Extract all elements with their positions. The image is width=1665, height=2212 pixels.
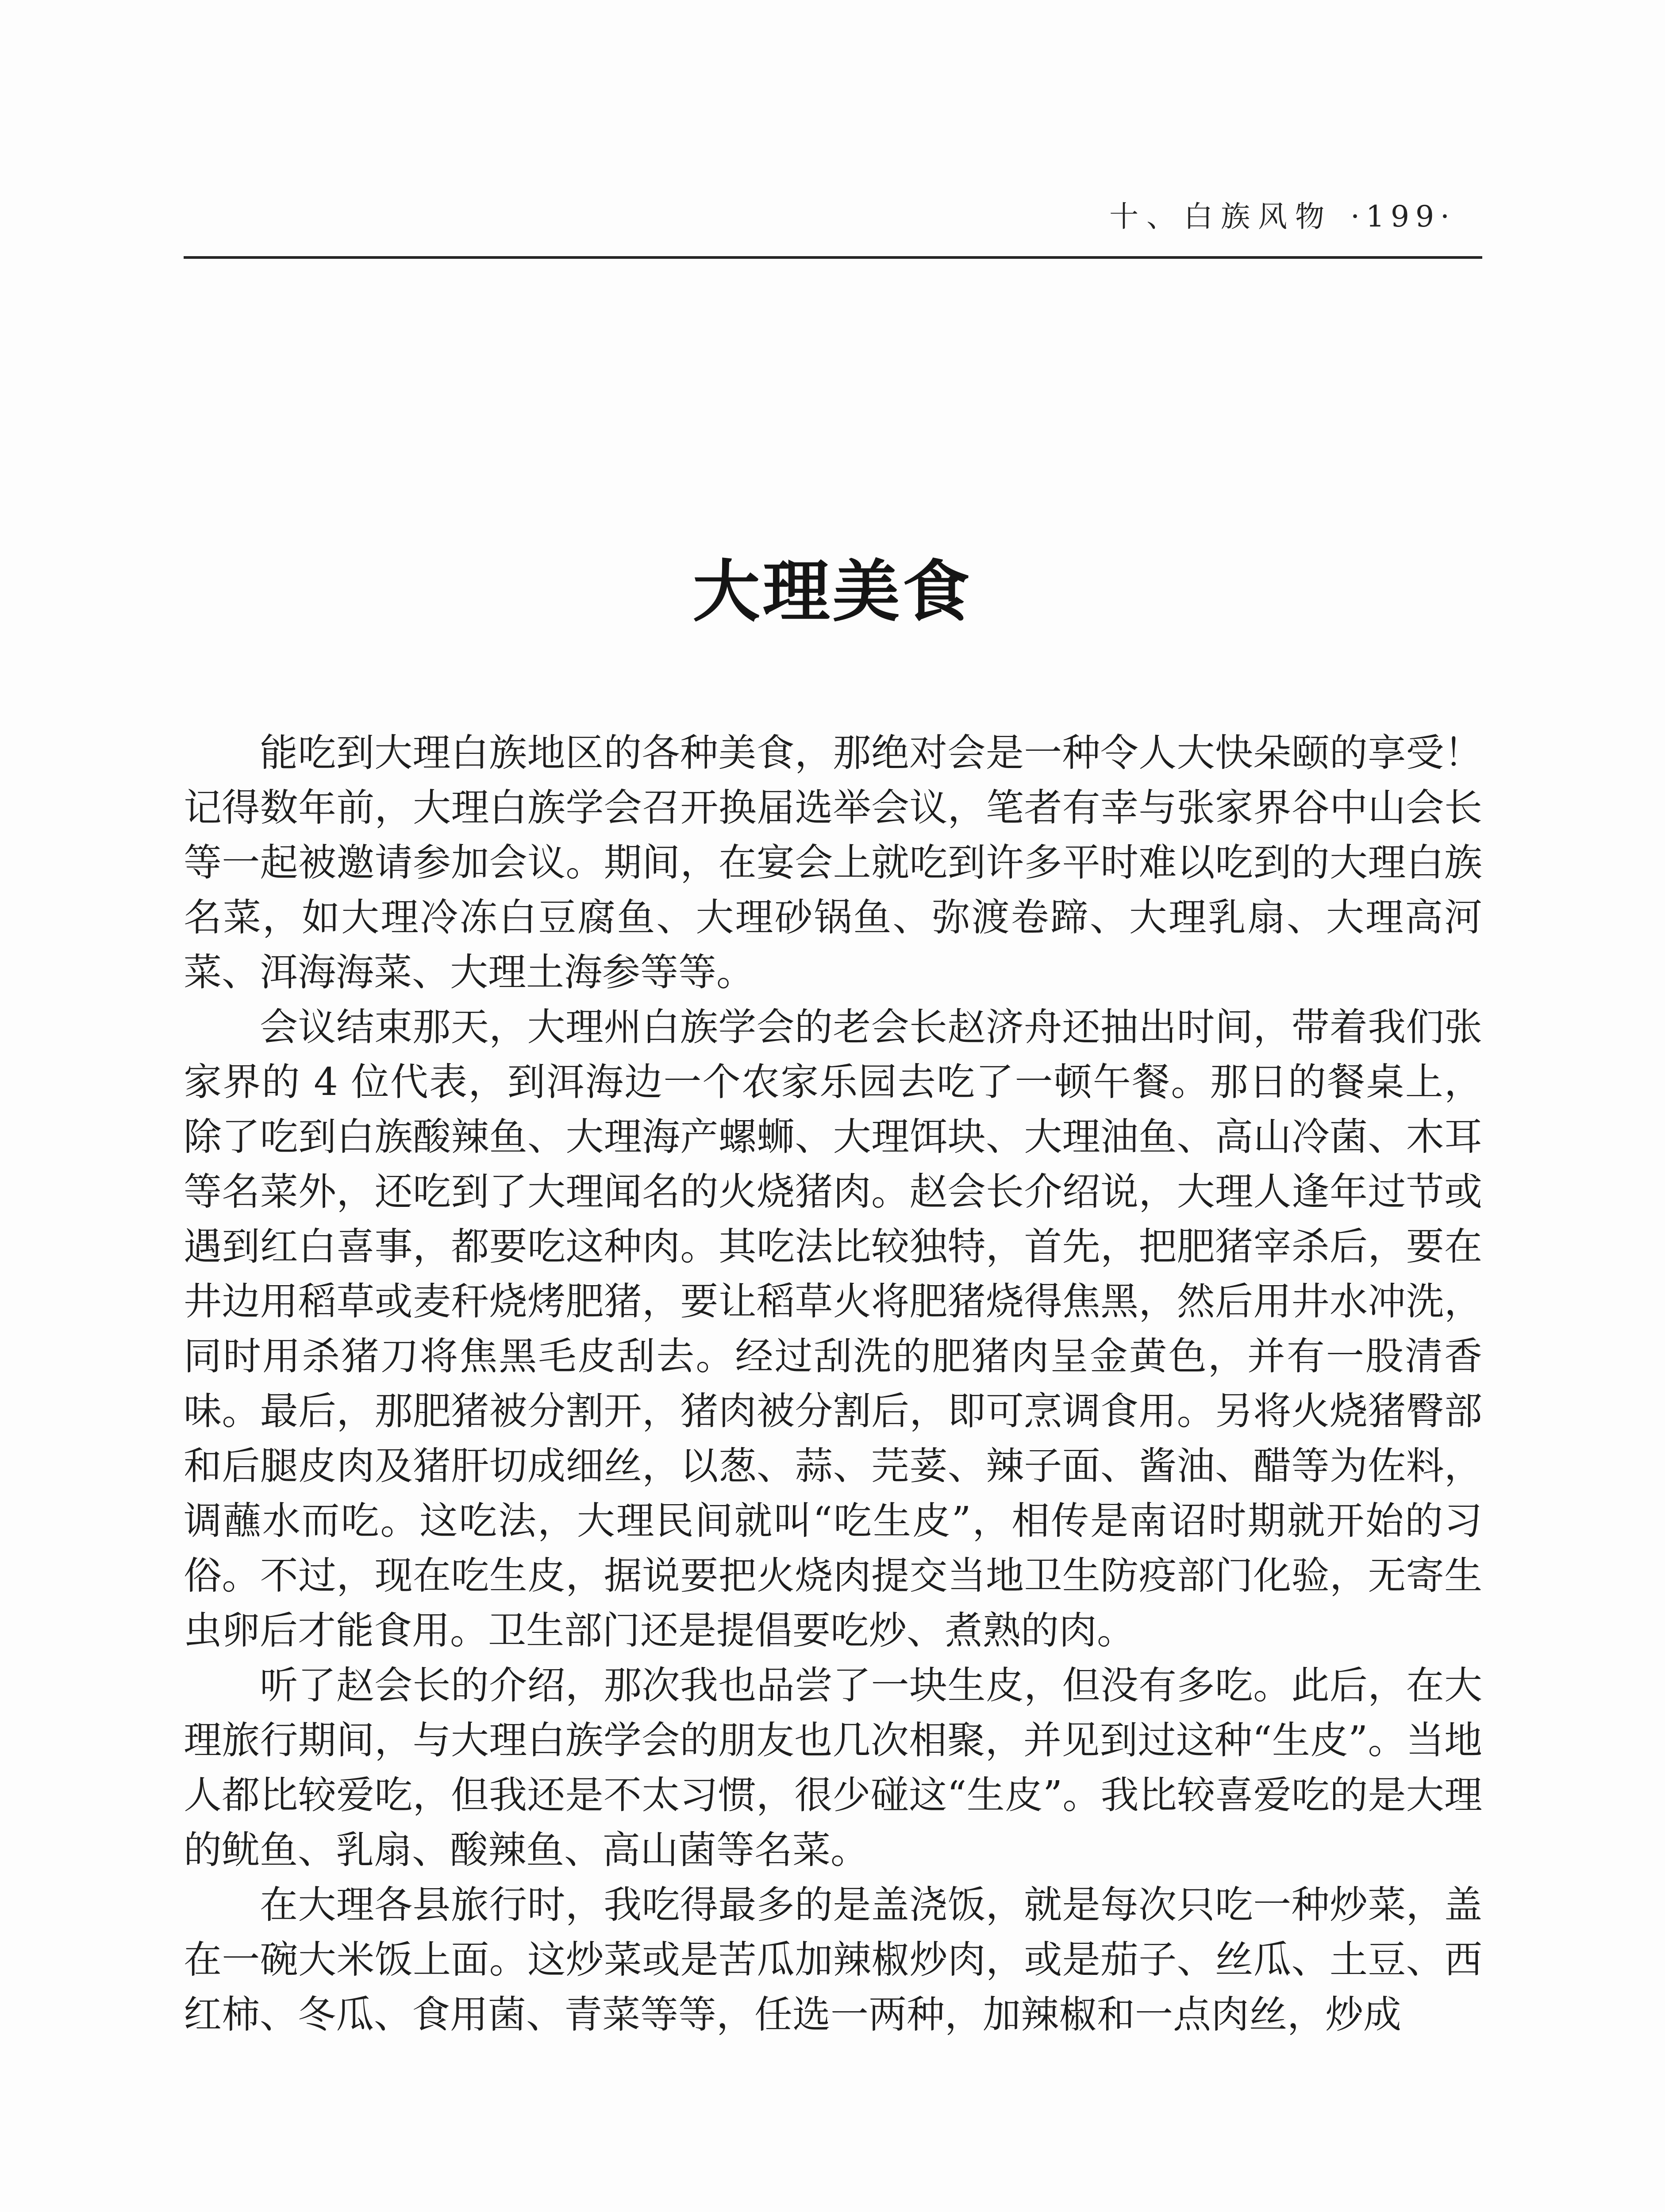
paragraph-1: 能吃到大理白族地区的各种美食，那绝对会是一种令人大快朵颐的享受！记得数年前，大理白族学会召开换届选举会议，笔者有幸与张家界谷中山会长等一起被邀请参加会议。期间，在宴会上就吃到许多平时难以吃到的大理白族名菜，如大理冷冻白豆腐鱼、大理砂锅鱼、弥渡卷蹄、大理乳扇、大理高河菜、洱海海菜、大理土海参等等。	[184, 731, 1482, 995]
paragraph-3: 听了赵会长的介绍，那次我也品尝了一块生皮，但没有多吃。此后，在大理旅行期间，与大理白族学会的朋友也几次相聚，并见到过这种“生皮”。当地人都比较爱吃，但我还是不太习惯，很少碰这“生皮”。我比较喜爱吃的是大理的鱿鱼、乳扇、酸辣鱼、高山菌等名菜。	[184, 1663, 1482, 1872]
header-text	[1109, 195, 1456, 239]
article-title: 大理美食	[692, 551, 973, 631]
chapter-section-label: 十、白族风物	[1109, 200, 1333, 234]
paragraph-4: 在大理各县旅行时，我吃得最多的是盖浇饭，就是每次只吃一种炒菜，盖在一碗大米饭上面。这炒菜或是苦瓜加辣椒炒肉，或是茄子、丝瓜、土豆、西红柿、冬瓜、食用菌、青菜等等，任选一两种，加辣椒和一点肉丝，炒成	[184, 1883, 1482, 2037]
header-rule	[184, 256, 1482, 259]
running-header	[184, 195, 1482, 243]
article-body	[184, 726, 1482, 2042]
page-number: ·199·	[1350, 200, 1456, 234]
paragraph-2: 会议结束那天，大理州白族学会的老会长赵济舟还抽出时间，带着我们张家界的 4 位代表，到洱海边一个农家乐园去吃了一顿午餐。那日的餐桌上，除了吃到白族酸辣鱼、大理海产螺蛳、大理饵块、大理油鱼、高山冷菌、木耳等名菜外，还吃到了大理闻名的火烧猪肉。赵会长介绍说，大理人逢年过节或遇到红白喜事，都要吃这种肉。其吃法比较独特，首先，把肥猪宰杀后，要在井边用稻草或麦秆烧烤肥猪，要让稻草火将肥猪烧得焦黑，然后用井水冲洗，同时用杀猪刀将焦黑毛皮刮去。经过刮洗的肥猪肉呈金黄色，并有一股清香味。最后，那肥猪被分割开，猪肉被分割后，即可烹调食用。另将火烧猪臀部和后腿皮肉及猪肝切成细丝，以葱、蒜、芫荽、辣子面、酱油、醋等为佐料，调蘸水而吃。这吃法，大理民间就叫“吃生皮”，相传是南诏时期就开始的习俗。不过，现在吃生皮，据说要把火烧肉提交当地卫生防疫部门化验，无寄生虫卵后才能食用。卫生部门还是提倡要吃炒、煮熟的肉。	[184, 1005, 1482, 1653]
